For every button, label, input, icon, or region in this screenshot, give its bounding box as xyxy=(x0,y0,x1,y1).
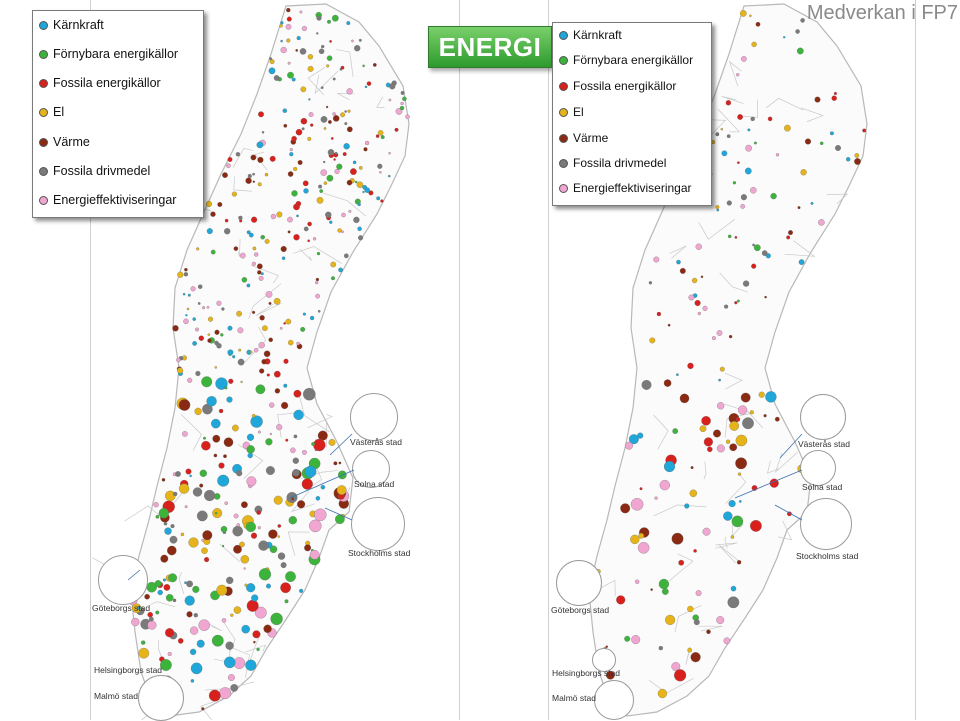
legend-item-energieffektiviseringar xyxy=(39,193,176,207)
right-label-vasteras: Västerås stad xyxy=(798,439,850,449)
legend-right-dot-fossila-drivmedel xyxy=(559,159,568,168)
legend-dot-el xyxy=(39,108,48,117)
legend-item-fornybara xyxy=(39,47,178,61)
legend-label-fornybara: Förnybara energikällor xyxy=(53,47,179,61)
legend-right-label-fornybara: Förnybara energikällor xyxy=(573,53,694,67)
left-label-stockholm: Stockholms stad xyxy=(348,548,411,558)
legend-right-dot-karnkraft xyxy=(559,31,568,40)
legend-right-dot-fornybara xyxy=(559,56,568,65)
left-label-solna: Solna stad xyxy=(354,479,395,489)
legend-label-fossila-drivmedel: Fossila drivmedel xyxy=(53,164,151,178)
legend-item-varme xyxy=(39,135,90,149)
legend-dot-energieffektiviseringar xyxy=(39,196,48,205)
legend-dot-varme xyxy=(39,138,48,147)
legend-right-label-varme: Värme xyxy=(573,131,609,145)
right-label-malmo: Malmö stad xyxy=(552,693,596,703)
legend-right xyxy=(552,22,712,206)
legend-label-energieffektiviseringar: Energieffektiviseringar xyxy=(53,193,177,207)
legend-left xyxy=(32,10,204,218)
energi-badge: ENERGI xyxy=(428,26,552,68)
legend-right-label-fossila-drivmedel: Fossila drivmedel xyxy=(573,156,667,170)
legend-right-item-fornybara xyxy=(559,53,693,67)
legend-label-varme: Värme xyxy=(53,135,90,149)
legend-right-dot-energieffektiviseringar xyxy=(559,184,568,193)
left-label-goteborg: Göteborgs stad xyxy=(92,603,151,613)
legend-right-item-karnkraft xyxy=(559,28,622,42)
right-label-stockholm: Stockholms stad xyxy=(796,551,859,561)
legend-dot-karnkraft xyxy=(39,21,48,30)
legend-right-dot-el xyxy=(559,108,568,117)
legend-label-karnkraft: Kärnkraft xyxy=(53,18,104,32)
legend-item-fossila-energikallor xyxy=(39,76,161,90)
right-label-goteborg: Göteborgs stad xyxy=(551,605,610,615)
legend-label-fossila-energikallor: Fossila energikällor xyxy=(53,76,161,90)
left-label-malmo: Malmö stad xyxy=(94,691,138,701)
legend-right-dot-varme xyxy=(559,134,568,143)
legend-right-label-karnkraft: Kärnkraft xyxy=(573,28,622,42)
legend-right-dot-fossila-energikallor xyxy=(559,82,568,91)
legend-right-item-fossila-drivmedel xyxy=(559,156,666,170)
legend-right-item-energieffektiviseringar xyxy=(559,181,692,195)
legend-item-karnkraft xyxy=(39,18,104,32)
legend-right-label-el: El xyxy=(573,105,584,119)
legend-dot-fossila-drivmedel xyxy=(39,167,48,176)
right-label-solna: Solna stad xyxy=(802,482,843,492)
legend-item-fossila-drivmedel xyxy=(39,164,150,178)
legend-dot-fossila-energikallor xyxy=(39,79,48,88)
page-title: Medverkan i FP7 xyxy=(806,2,958,24)
left-label-helsingborg: Helsingborgs stad xyxy=(94,665,163,675)
right-label-helsingborg: Helsingborgs stad xyxy=(552,668,621,678)
legend-item-el xyxy=(39,105,64,119)
legend-right-item-el xyxy=(559,105,584,119)
legend-label-el: El xyxy=(53,105,65,119)
legend-right-label-fossila-energikallor: Fossila energikällor xyxy=(573,79,677,93)
legend-right-item-fossila-energikallor xyxy=(559,79,676,93)
left-label-vasteras: Västerås stad xyxy=(350,437,402,447)
legend-right-item-varme xyxy=(559,131,608,145)
legend-dot-fornybara xyxy=(39,50,48,59)
legend-right-label-energieffektiviseringar: Energieffektiviseringar xyxy=(573,181,692,195)
